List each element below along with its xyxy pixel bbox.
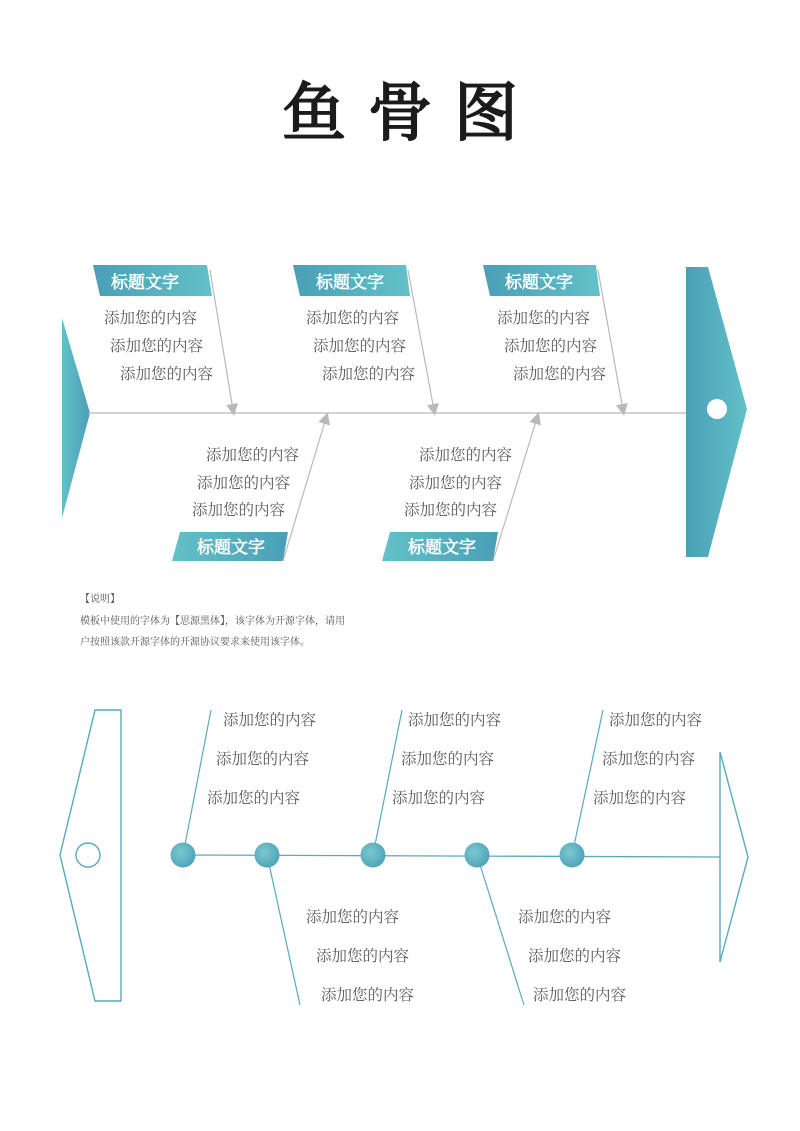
list-item: 添加您的内容 (110, 337, 204, 355)
list-item: 添加您的内容 (223, 711, 317, 729)
list-item: 添加您的内容 (120, 365, 214, 383)
list-item: 添加您的内容 (197, 474, 291, 492)
list-item: 添加您的内容 (401, 750, 495, 768)
list-item: 添加您的内容 (306, 309, 400, 327)
bone (183, 710, 211, 855)
header-label: 标题文字 (111, 273, 179, 293)
list-item: 添加您的内容 (528, 947, 622, 965)
note-heading: 【说明】 (80, 594, 120, 605)
header-label: 标题文字 (408, 538, 476, 558)
list-item: 添加您的内容 (216, 750, 310, 768)
list-item: 添加您的内容 (206, 446, 300, 464)
fish-head-outline (60, 710, 121, 1001)
list-item: 添加您的内容 (392, 789, 486, 807)
list-item: 添加您的内容 (593, 789, 687, 807)
page-title: 鱼骨图 (282, 77, 540, 151)
list-item: 添加您的内容 (306, 908, 400, 926)
joint-dot (560, 843, 585, 868)
joint-dot (171, 843, 196, 868)
bone (572, 710, 603, 855)
fish-tail-outline (720, 752, 748, 962)
list-item: 添加您的内容 (533, 986, 627, 1004)
fish-eye-outline (76, 843, 100, 867)
note-line: 模板中使用的字体为【思源黑体】，该字体为开源字体，请用 (80, 616, 345, 627)
header-label: 标题文字 (505, 273, 573, 293)
header-label: 标题文字 (197, 538, 265, 558)
list-item: 添加您的内容 (207, 789, 301, 807)
list-item: 添加您的内容 (104, 309, 198, 327)
list-item: 添加您的内容 (404, 501, 498, 519)
joint-dot (255, 843, 280, 868)
list-item: 添加您的内容 (409, 474, 503, 492)
bone (373, 710, 402, 855)
list-item: 添加您的内容 (192, 501, 286, 519)
list-item: 添加您的内容 (497, 309, 591, 327)
list-item: 添加您的内容 (316, 947, 410, 965)
list-item: 添加您的内容 (513, 365, 607, 383)
header-label: 标题文字 (316, 273, 384, 293)
list-item: 添加您的内容 (313, 337, 407, 355)
list-item: 添加您的内容 (408, 711, 502, 729)
list-item: 添加您的内容 (322, 365, 416, 383)
list-item: 添加您的内容 (321, 986, 415, 1004)
list-item: 添加您的内容 (609, 711, 703, 729)
note-line: 户按照该款开源字体的开源协议要求来使用该字体。 (80, 637, 310, 648)
bone (267, 855, 300, 1005)
list-item: 添加您的内容 (419, 446, 513, 464)
list-item: 添加您的内容 (518, 908, 612, 926)
list-item: 添加您的内容 (602, 750, 696, 768)
bone (477, 855, 524, 1005)
list-item: 添加您的内容 (504, 337, 598, 355)
joint-dot (465, 843, 490, 868)
joint-dot (361, 843, 386, 868)
